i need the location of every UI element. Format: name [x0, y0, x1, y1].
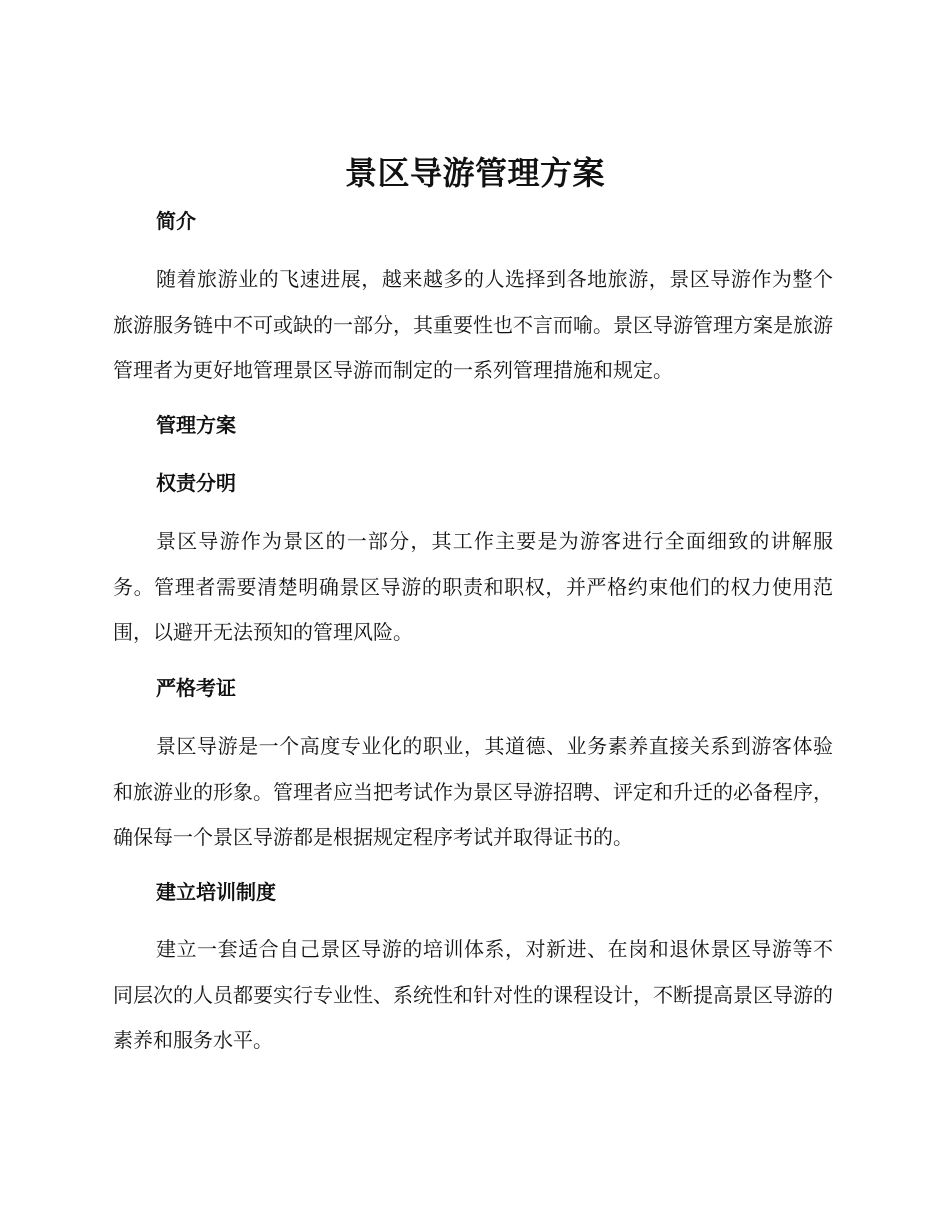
section-heading-certification: 严格考证 [156, 676, 236, 700]
section-heading-management-plan: 管理方案 [156, 413, 236, 437]
section-heading-intro: 简介 [156, 209, 196, 233]
section-heading-responsibilities: 权责分明 [156, 471, 236, 495]
paragraph-certification: 景区导游是一个高度专业化的职业，其道德、业务素养直接关系到游客体验和旅游业的形象。管理者应当把考试作为景区导游招聘、评定和升迁的必备程序，确保每一个景区导游都是根据规定程序考试并取得证书的。 [113, 734, 833, 849]
document-title: 景区导游管理方案 [344, 154, 605, 192]
paragraph-training: 建立一套适合自己景区导游的培训体系，对新进、在岗和退休景区导游等不同层次的人员都要实行专业性、系统性和针对性的课程设计，不断提高景区导游的素养和服务水平。 [113, 937, 833, 1052]
section-heading-training: 建立培训制度 [156, 880, 276, 904]
paragraph-intro: 随着旅游业的飞速进展，越来越多的人选择到各地旅游，景区导游作为整个旅游服务链中不可或缺的一部分，其重要性也不言而喻。景区导游管理方案是旅游管理者为更好地管理景区导游而制定的一系列管理措施和规定。 [113, 267, 833, 382]
paragraph-responsibilities: 景区导游作为景区的一部分，其工作主要是为游客进行全面细致的讲解服务。管理者需要清楚明确景区导游的职责和职权，并严格约束他们的权力使用范围，以避开无法预知的管理风险。 [113, 529, 833, 644]
